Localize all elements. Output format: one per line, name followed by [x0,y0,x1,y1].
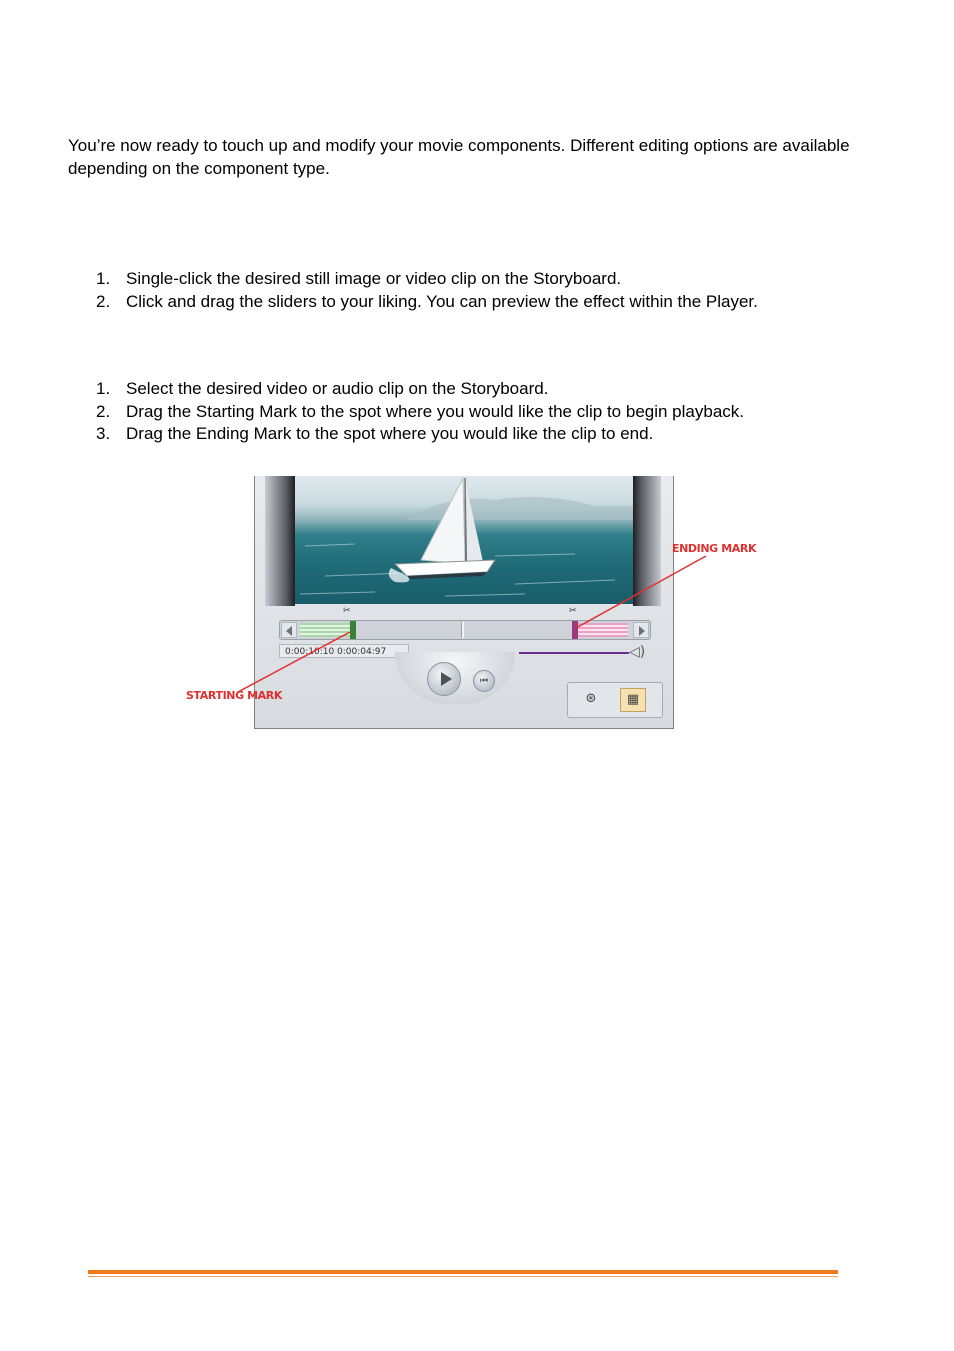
list-item: 3. Drag the Ending Mark to the spot where you would like the clip to end. [96,424,654,443]
list-item: 1. Select the desired video or audio clip on the Storyboard. [96,379,549,398]
list-item-text: Drag the Ending Mark to the spot where you would like the clip to end. [126,424,654,443]
ending-mark-callout: ENDING MARK [672,542,757,555]
list-item-text: Select the desired video or audio clip on the Storyboard. [126,379,549,398]
intro-paragraph: You’re now ready to touch up and modify your movie components. Different editing options are available depending on the component type. [68,136,850,178]
adjust-steps-list [96,268,758,313]
film-reel-icon[interactable]: ⊛ [585,691,597,706]
list-item: 2. Drag the Starting Mark to the spot where you would like the clip to begin playback. [96,401,745,421]
footer-rule [88,1270,838,1277]
timecode-display: 0:00:10:10 0:00:04:97 [279,644,409,658]
rewind-button[interactable]: ⏮ [473,670,495,692]
start-scissor-icon: ✂ [343,606,351,616]
starting-mark-callout: STARTING MARK [186,689,282,702]
list-item-text: Click and drag the sliders to your liking. You can preview the effect within the Player. [126,291,758,311]
list-item-text: Drag the Starting Mark to the spot where you would like the clip to begin playback. [126,401,745,421]
end-scissor-icon: ✂ [569,606,577,616]
list-item-text: Single-click the desired still image or video clip on the Storyboard. [126,269,622,288]
list-item: 1. Single-click the desired still image or video clip on the Storyboard. [96,269,622,288]
list-item: 2. Click and drag the sliders to your liking. You can preview the effect within the Player. [96,291,758,311]
speaker-icon[interactable]: ◁) [629,644,646,660]
player-screenshot-figure [178,470,768,732]
trim-steps-list [96,378,744,446]
storyboard-icon[interactable]: ▦ [620,688,646,712]
